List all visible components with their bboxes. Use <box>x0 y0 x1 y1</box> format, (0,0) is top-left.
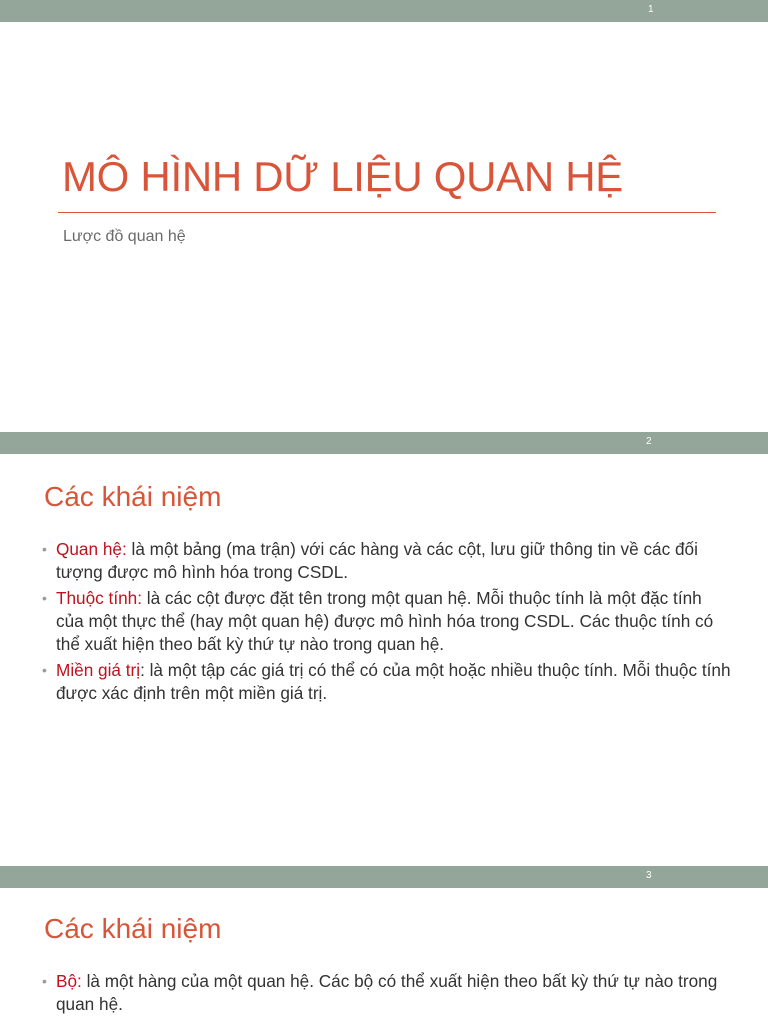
list-item <box>41 970 731 1016</box>
term-definition: là các cột được đặt tên trong một quan hệ. Mỗi thuộc tính là một đặc tính của một thực thể (hay một quan hệ) được mô hình hóa trong CSDL. Các thuộc tính có thể xuất hiện theo bất kỳ thứ tự nào trong quan hệ. <box>56 588 714 654</box>
bullet-icon: • <box>42 662 47 678</box>
term-label: Miền giá trị <box>56 660 141 680</box>
list-item <box>41 587 731 656</box>
slide-heading: Các khái niệm <box>44 913 222 944</box>
slide-title: MÔ HÌNH DỮ LIỆU QUAN HỆ <box>62 153 624 200</box>
term-definition: : là một tập các giá trị có thể có của một hoặc nhiều thuộc tính. Mỗi thuộc tính được xác định trên một miền giá trị. <box>56 660 731 703</box>
list-item <box>41 659 731 705</box>
term-definition: là một bảng (ma trận) với các hàng và các cột, lưu giữ thông tin về các đối tượng được mô hình hóa trong CSDL. <box>56 539 698 582</box>
term-label: Thuộc tính: <box>56 588 142 608</box>
slide-number: 1 <box>648 4 654 15</box>
slide-number: 2 <box>646 436 652 447</box>
slide-1 <box>0 22 768 432</box>
title-divider <box>58 212 716 213</box>
slide-header-bar <box>0 432 768 454</box>
bullet-icon: • <box>42 973 47 989</box>
bullet-list <box>41 538 731 708</box>
term-label: Bộ: <box>56 971 82 991</box>
slide-header-bar <box>0 866 768 888</box>
slide-heading: Các khái niệm <box>44 481 222 512</box>
slide-number: 3 <box>646 870 652 881</box>
bullet-list <box>41 970 731 1019</box>
term-label: Quan hệ: <box>56 539 127 559</box>
bullet-icon: • <box>42 590 47 606</box>
bullet-icon: • <box>42 541 47 557</box>
slide-header-bar <box>0 0 768 22</box>
term-definition: là một hàng của một quan hệ. Các bộ có thể xuất hiện theo bất kỳ thứ tự nào trong quan hệ. <box>56 971 718 1014</box>
slide-subtitle: Lược đồ quan hệ <box>63 228 186 245</box>
list-item <box>41 538 731 584</box>
